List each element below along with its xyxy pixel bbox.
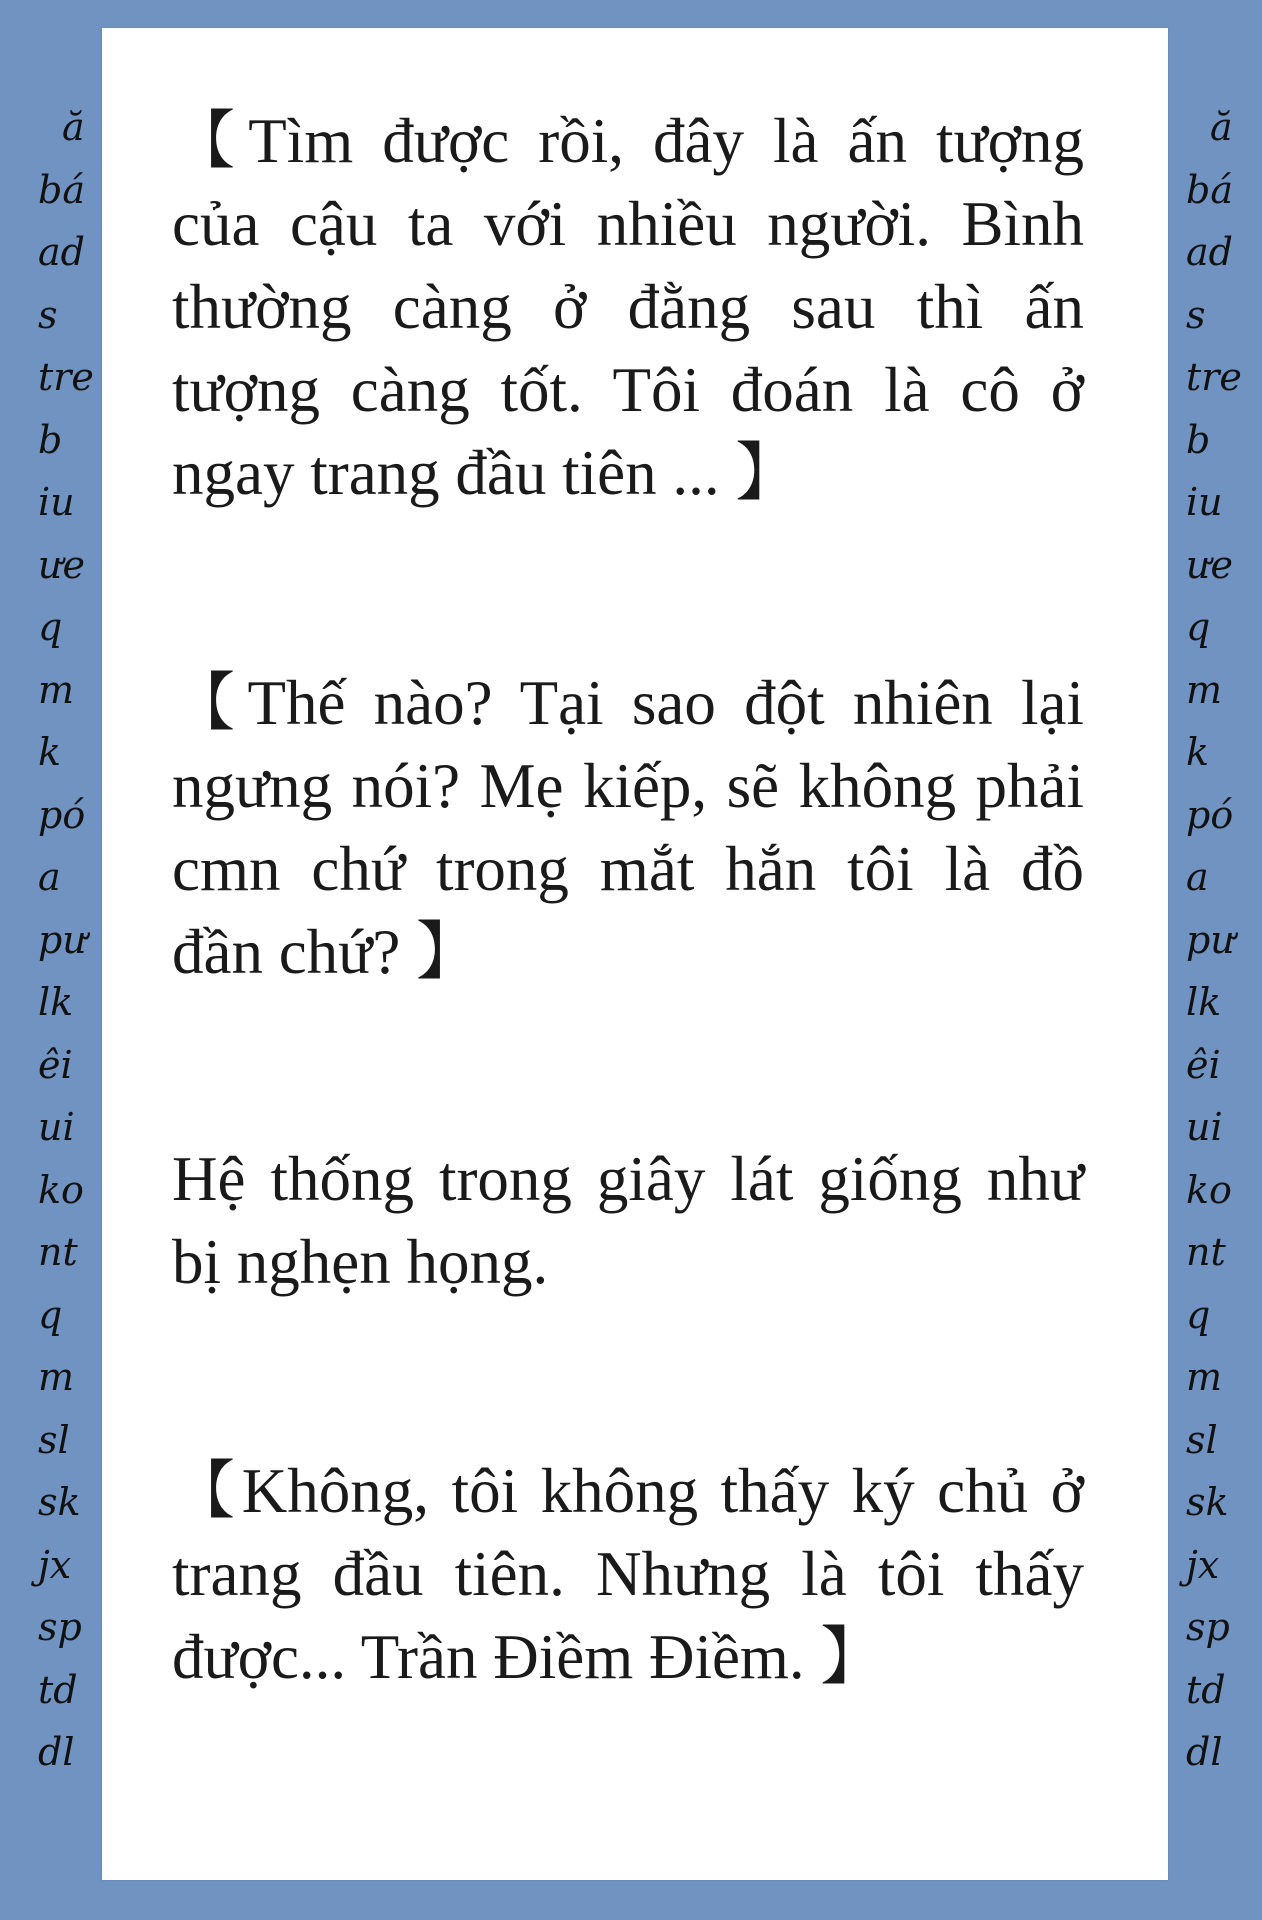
watermark-letter: dl [38, 1730, 75, 1774]
watermark-letter: b [1186, 417, 1211, 462]
watermark-letter: sp [38, 1605, 82, 1649]
watermark-letter: bá [1186, 167, 1233, 212]
watermark-letter: s [38, 292, 58, 337]
watermark-letter: ad [1186, 230, 1233, 274]
watermark-letter: k [1186, 730, 1210, 774]
watermark-letter: q [1186, 1292, 1211, 1337]
paragraph-4: 【Không, tôi không thấy ký chủ ở trang đầu tiên. Nhưng là tôi thấy được... Trần Điềm Điềm. 】 [172, 1456, 1084, 1692]
watermark-letter: k [38, 730, 62, 774]
watermark-letter: iu [38, 480, 75, 524]
right-watermark-column [1186, 96, 1262, 1784]
watermark-letter: td [38, 1667, 78, 1712]
watermark-letter: sp [1186, 1605, 1230, 1649]
watermark-letter: nt [1186, 1230, 1226, 1274]
text-page [102, 28, 1168, 1880]
watermark-letter: tre [1186, 355, 1242, 399]
watermark-letter: jx [1186, 1542, 1220, 1587]
watermark-letter: pó [38, 792, 86, 837]
paragraph-1: 【Tìm được rồi, đây là ấn tượng của cậu ta với nhiều người. Bình thường càng ở đằng sau thì ấn tượng càng tốt. Tôi đoán là cô ở ngay trang đầu tiên ... 】 [172, 106, 1084, 508]
watermark-letter: tre [38, 355, 94, 399]
watermark-letter: pó [1186, 792, 1234, 837]
watermark-letter: lk [38, 980, 74, 1024]
watermark-letter: q [38, 605, 63, 649]
watermark-letter: ui [38, 1105, 75, 1149]
watermark-letter: jx [38, 1542, 72, 1587]
watermark-letter: lk [1186, 980, 1222, 1024]
watermark-letter: iu [1186, 480, 1223, 524]
watermark-letter: b [38, 417, 63, 462]
watermark-letter: pư [1186, 917, 1235, 962]
watermark-letter: êi [38, 1042, 73, 1087]
watermark-letter: dl [1186, 1730, 1223, 1774]
watermark-letter: bá [38, 167, 85, 212]
watermark-letter: q [1186, 605, 1211, 649]
watermark-letter: ko [38, 1167, 84, 1212]
watermark-letter: ưe [38, 542, 85, 587]
watermark-letter: êi [1186, 1042, 1221, 1087]
watermark-letter: a [1186, 855, 1209, 899]
watermark-letter: ui [1186, 1105, 1223, 1149]
watermark-letter: sk [1186, 1480, 1229, 1524]
watermark-letter: m [1186, 667, 1223, 712]
watermark-letter: m [1186, 1355, 1223, 1399]
watermark-letter: m [38, 1355, 75, 1399]
watermark-letter: td [1186, 1667, 1226, 1712]
paragraph-2: 【Thế nào? Tại sao đột nhiên lại ngưng nói? Mẹ kiếp, sẽ không phải cmn chứ trong mắt hắn tôi là đồ đần chứ? 】 [172, 668, 1084, 987]
watermark-letter: sk [38, 1480, 81, 1524]
watermark-letter: pư [38, 917, 87, 962]
watermark-letter: a [38, 855, 61, 899]
watermark-letter: s [1186, 292, 1206, 337]
paragraph-3: Hệ thống trong giây lát giống như bị nghẹn họng. [172, 1144, 1084, 1297]
watermark-letter: ă [1210, 105, 1233, 149]
watermark-letter: ưe [1186, 542, 1233, 587]
watermark-letter: sl [38, 1417, 70, 1462]
watermark-letter: nt [38, 1230, 78, 1274]
watermark-letter: ko [1186, 1167, 1232, 1212]
watermark-letter: ad [38, 230, 85, 274]
watermark-letter: q [38, 1292, 63, 1337]
watermark-letter: ă [62, 105, 85, 149]
watermark-letter: sl [1186, 1417, 1218, 1462]
watermark-letter: m [38, 667, 75, 712]
